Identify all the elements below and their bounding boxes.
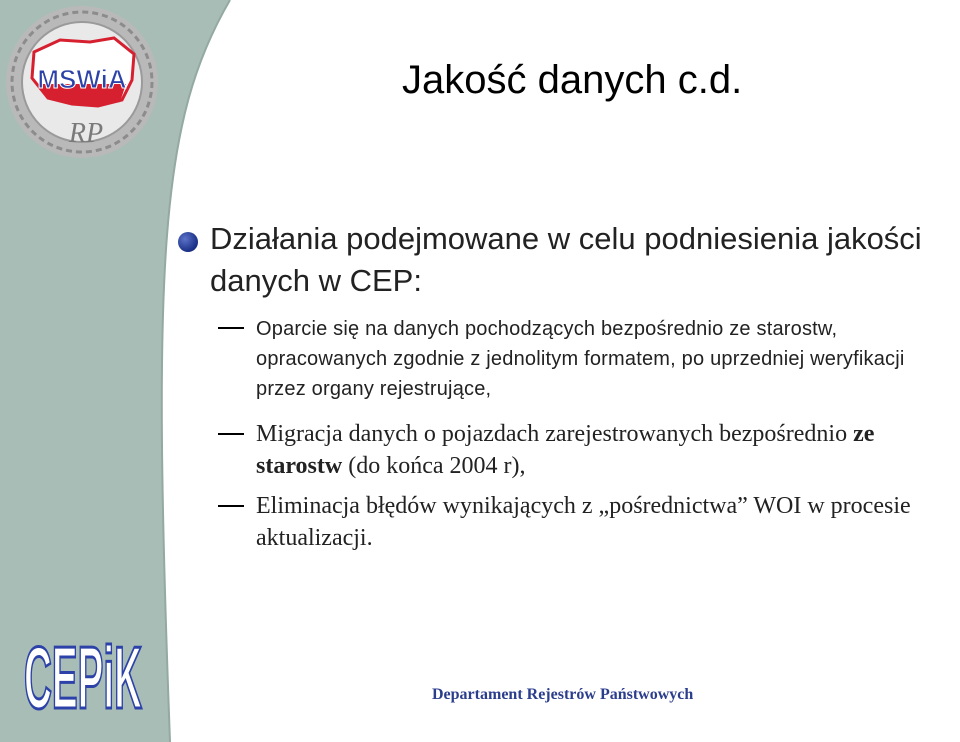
svg-text:RP: RP — [68, 118, 104, 149]
footer-department: Departament Rejestrów Państwowych — [432, 686, 694, 703]
sub-item-2-text: Migracja danych o pojazdach zarejestrowanych bezpośrednio ze starostw (do końca 2004 r), — [256, 421, 875, 479]
sub-item-1-text: Oparcie się na danych pochodzących bezpośrednio ze starostw, opracowanych zgodnie z jednolitym formatem, po uprzedniej weryfikacji przez organy rejestrujące, — [256, 318, 905, 400]
emphasis-text: ze starostw — [256, 421, 875, 479]
svg-text:MSWiA: MSWiA — [37, 64, 127, 94]
dash-icon — [218, 505, 244, 507]
cepik-logo — [22, 628, 144, 727]
svg-text:CEPiK: CEPiK — [24, 628, 142, 727]
mswia-logo — [2, 2, 162, 164]
bullet-icon — [178, 232, 198, 252]
dash-icon — [218, 327, 244, 329]
main-bullet-text: Działania podejmowane w celu podniesienia jakości danych w CEP: — [210, 221, 922, 298]
dash-icon — [218, 433, 244, 435]
sub-item-3-text: Eliminacja błędów wynikających z „pośrednictwa” WOI w procesie aktualizacji. — [256, 493, 911, 551]
slide-title: Jakość danych c.d. — [402, 58, 743, 102]
